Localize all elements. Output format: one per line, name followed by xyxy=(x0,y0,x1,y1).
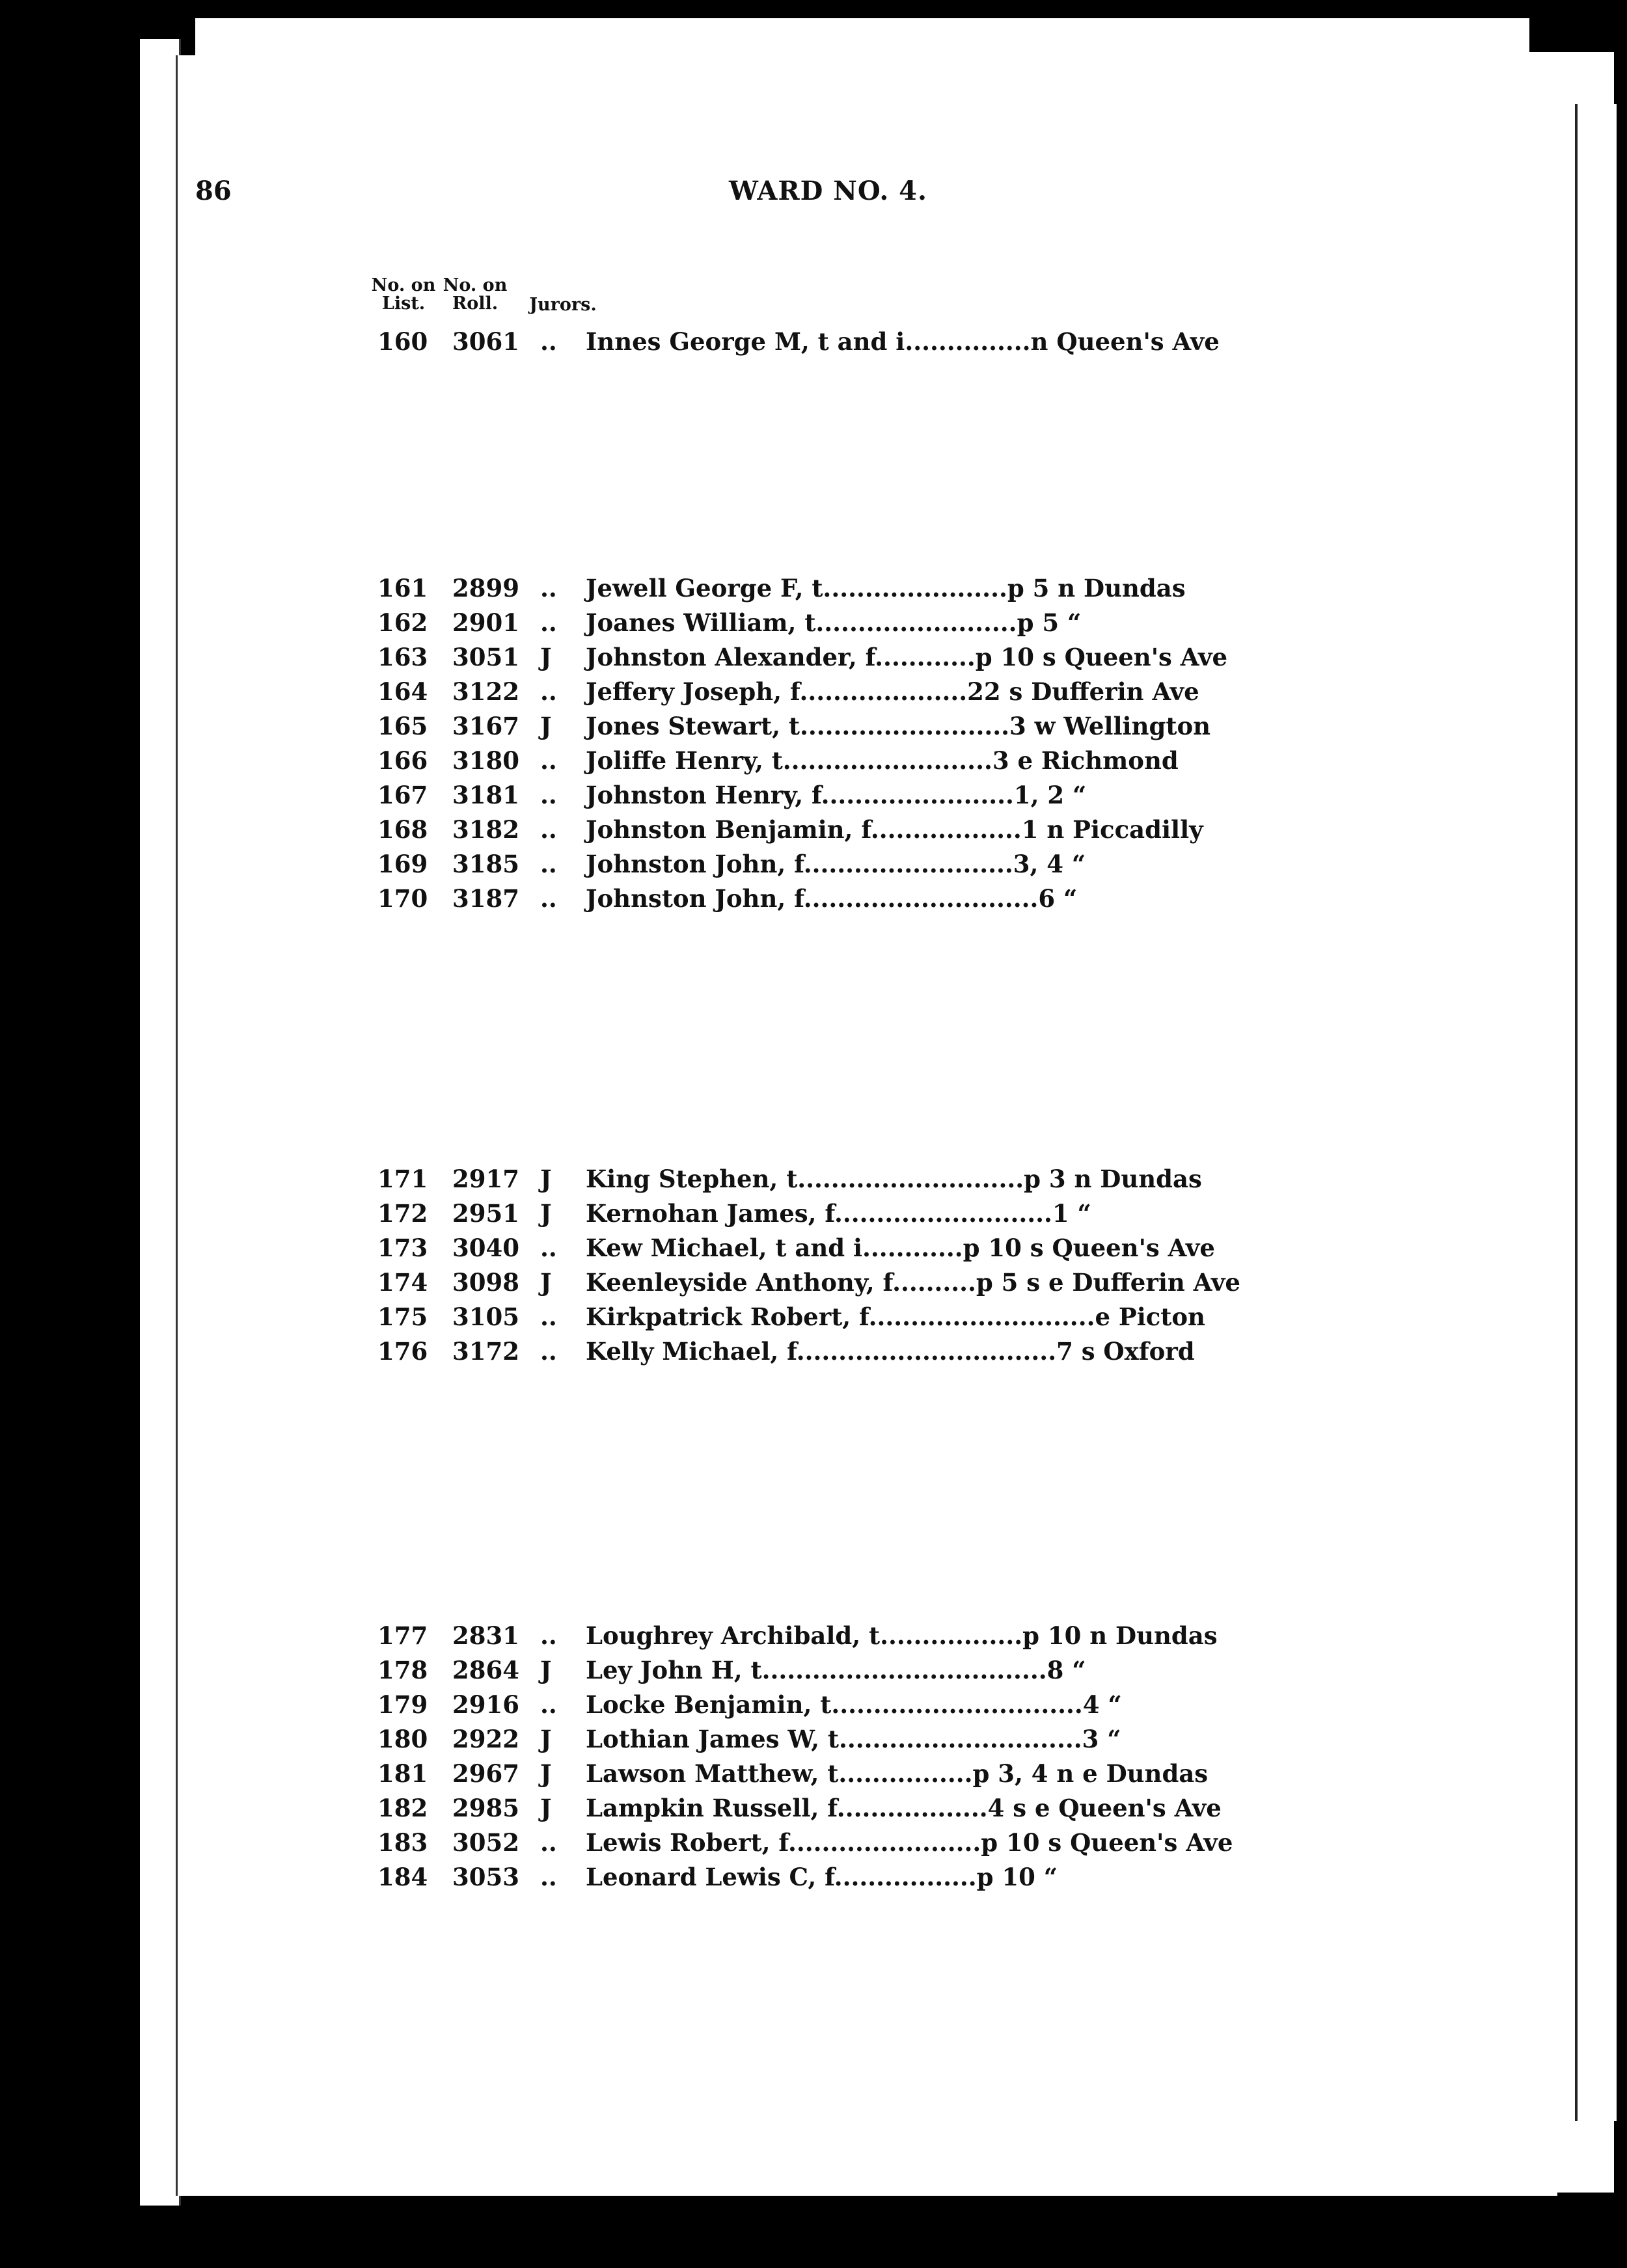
entry-list-number: 171 xyxy=(377,1165,428,1193)
entry-text: Kirkpatrick Robert, f...........................e Picton xyxy=(586,1303,1205,1331)
entry-text: Locke Benjamin, t..............................4 “ xyxy=(586,1690,1122,1719)
entry-roll-number: 3052 xyxy=(452,1828,519,1857)
entry-text: King Stephen, t...........................p 3 n Dundas xyxy=(586,1165,1202,1193)
entry-jurors: .. xyxy=(540,1337,557,1366)
entry-jurors: .. xyxy=(540,1690,557,1719)
entry-roll-number: 3182 xyxy=(452,815,519,844)
entry-jurors: .. xyxy=(540,1303,557,1331)
list-entry xyxy=(364,712,1263,746)
entry-list-number: 182 xyxy=(377,1794,428,1822)
entry-text: Johnston Alexander, f............p 10 s Queen's Ave xyxy=(586,643,1227,671)
entry-text: Joanes William, t........................p 5 “ xyxy=(586,608,1082,637)
entry-list-number: 164 xyxy=(377,677,428,706)
entry-text: Johnston John, f............................6 “ xyxy=(586,884,1078,913)
entry-jurors: .. xyxy=(540,677,557,706)
entry-text: Kew Michael, t and i............p 10 s Queen's Ave xyxy=(586,1234,1215,1262)
entry-roll-number: 3098 xyxy=(452,1268,519,1297)
entry-text: Jones Stewart, t.........................3 w Wellington xyxy=(586,712,1211,740)
entry-roll-number: 2901 xyxy=(452,608,519,637)
entry-jurors: J xyxy=(540,1268,552,1297)
entry-list-number: 173 xyxy=(377,1234,428,1262)
entry-roll-number: 2899 xyxy=(452,574,519,602)
entry-roll-number: 2985 xyxy=(452,1794,519,1822)
entry-jurors: J xyxy=(540,1759,552,1788)
entry-jurors: J xyxy=(540,643,552,671)
entry-roll-number: 3051 xyxy=(452,643,519,671)
list-entry xyxy=(364,1656,1263,1690)
list-entry xyxy=(364,677,1263,711)
page-number: 86 xyxy=(195,176,232,206)
list-entry xyxy=(364,327,1263,361)
entry-roll-number: 3105 xyxy=(452,1303,519,1331)
entry-jurors: J xyxy=(540,1199,552,1228)
entry-roll-number: 2967 xyxy=(452,1759,519,1788)
entry-text: Jeffery Joseph, f....................22 s Dufferin Ave xyxy=(586,677,1199,706)
entry-jurors: .. xyxy=(540,574,557,602)
entry-list-number: 180 xyxy=(377,1725,428,1753)
entry-list-number: 162 xyxy=(377,608,428,637)
entry-list-number: 184 xyxy=(377,1863,428,1891)
entry-roll-number: 3172 xyxy=(452,1337,519,1366)
entry-list-number: 176 xyxy=(377,1337,428,1366)
list-entry xyxy=(364,1794,1263,1828)
list-entry xyxy=(364,608,1263,642)
entry-jurors: .. xyxy=(540,1863,557,1891)
entry-jurors: J xyxy=(540,1725,552,1753)
entry-roll-number: 2831 xyxy=(452,1621,519,1650)
entry-text: Leonard Lewis C, f.................p 10 “ xyxy=(586,1863,1058,1891)
list-entry xyxy=(364,1828,1263,1862)
list-entry xyxy=(364,574,1263,608)
entry-roll-number: 2916 xyxy=(452,1690,519,1719)
list-entry xyxy=(364,1268,1263,1302)
entry-roll-number: 3167 xyxy=(452,712,519,740)
entry-text: Lawson Matthew, t................p 3, 4 n e Dundas xyxy=(586,1759,1209,1788)
list-entry xyxy=(364,643,1263,677)
entry-list-number: 172 xyxy=(377,1199,428,1228)
entry-roll-number: 3122 xyxy=(452,677,519,706)
entry-jurors: .. xyxy=(540,850,557,878)
entry-roll-number: 3181 xyxy=(452,781,519,809)
entry-list-number: 161 xyxy=(377,574,428,602)
entry-list-number: 166 xyxy=(377,746,428,775)
entry-jurors: J xyxy=(540,1165,552,1193)
entry-text: Loughrey Archibald, t.................p 10 n Dundas xyxy=(586,1621,1218,1650)
list-entry xyxy=(364,1303,1263,1336)
entry-list-number: 179 xyxy=(377,1690,428,1719)
entry-text: Ley John H, t..................................8 “ xyxy=(586,1656,1086,1684)
entry-text: Jewell George F, t......................p 5 n Dundas xyxy=(586,574,1186,602)
entry-list-number: 167 xyxy=(377,781,428,809)
entry-list-number: 165 xyxy=(377,712,428,740)
entry-jurors: J xyxy=(540,1794,552,1822)
list-entry xyxy=(364,1759,1263,1793)
list-entry xyxy=(364,1337,1263,1371)
entry-jurors: .. xyxy=(540,781,557,809)
list-entry xyxy=(364,781,1263,815)
list-entry xyxy=(364,1621,1263,1655)
entry-text: Kelly Michael, f...............................7 s Oxford xyxy=(586,1337,1195,1366)
entry-list-number: 163 xyxy=(377,643,428,671)
entry-list-number: 168 xyxy=(377,815,428,844)
entry-list-number: 181 xyxy=(377,1759,428,1788)
entry-list-number: 183 xyxy=(377,1828,428,1857)
entry-list-number: 160 xyxy=(377,327,428,356)
entry-jurors: .. xyxy=(540,884,557,913)
page-title: WARD NO. 4. xyxy=(729,176,927,206)
entry-text: Johnston Benjamin, f..................1 n Piccadilly xyxy=(586,815,1203,844)
entry-roll-number: 3061 xyxy=(452,327,519,356)
entry-roll-number: 3040 xyxy=(452,1234,519,1262)
entry-text: Lewis Robert, f.......................p 10 s Queen's Ave xyxy=(586,1828,1233,1857)
list-entry xyxy=(364,1199,1263,1233)
entry-roll-number: 3180 xyxy=(452,746,519,775)
entry-text: Lothian James W, t.............................3 “ xyxy=(586,1725,1121,1753)
entry-text: Kernohan James, f..........................1 “ xyxy=(586,1199,1091,1228)
entry-text: Johnston John, f.........................3, 4 “ xyxy=(586,850,1086,878)
list-entry xyxy=(364,1725,1263,1759)
entry-roll-number: 2951 xyxy=(452,1199,519,1228)
entry-text: Johnston Henry, f.......................1, 2 “ xyxy=(586,781,1087,809)
entry-list-number: 170 xyxy=(377,884,428,913)
entry-text: Keenleyside Anthony, f..........p 5 s e Dufferin Ave xyxy=(586,1268,1240,1297)
entry-roll-number: 3053 xyxy=(452,1863,519,1891)
entry-jurors: J xyxy=(540,1656,552,1684)
entry-jurors: .. xyxy=(540,1621,557,1650)
entry-list-number: 178 xyxy=(377,1656,428,1684)
entry-text: Lampkin Russell, f..................4 s e Queen's Ave xyxy=(586,1794,1222,1822)
column-header-list: No. on List. xyxy=(371,275,436,314)
list-entry xyxy=(364,884,1263,918)
entry-jurors: .. xyxy=(540,1828,557,1857)
entry-text: Innes George M, t and i...............n Queen's Ave xyxy=(586,327,1220,356)
entry-roll-number: 2917 xyxy=(452,1165,519,1193)
entry-text: Joliffe Henry, t.........................3 e Richmond xyxy=(586,746,1179,775)
entry-roll-number: 3185 xyxy=(452,850,519,878)
column-header-roll: No. on Roll. xyxy=(443,275,508,314)
entry-jurors: .. xyxy=(540,608,557,637)
list-entry xyxy=(364,1165,1263,1198)
entry-roll-number: 3187 xyxy=(452,884,519,913)
list-entry xyxy=(364,850,1263,884)
entry-jurors: J xyxy=(540,712,552,740)
entry-roll-number: 2864 xyxy=(452,1656,519,1684)
entry-jurors: .. xyxy=(540,327,557,356)
entry-list-number: 174 xyxy=(377,1268,428,1297)
entry-roll-number: 2922 xyxy=(452,1725,519,1753)
entry-jurors: .. xyxy=(540,1234,557,1262)
list-entry xyxy=(364,815,1263,849)
entry-list-number: 177 xyxy=(377,1621,428,1650)
list-entry xyxy=(364,746,1263,780)
entry-list-number: 169 xyxy=(377,850,428,878)
entry-list-number: 175 xyxy=(377,1303,428,1331)
list-entry xyxy=(364,1234,1263,1267)
entry-jurors: .. xyxy=(540,746,557,775)
entry-jurors: .. xyxy=(540,815,557,844)
list-entry xyxy=(364,1863,1263,1897)
column-header-jurors: Jurors. xyxy=(529,295,597,315)
list-entry xyxy=(364,1690,1263,1724)
